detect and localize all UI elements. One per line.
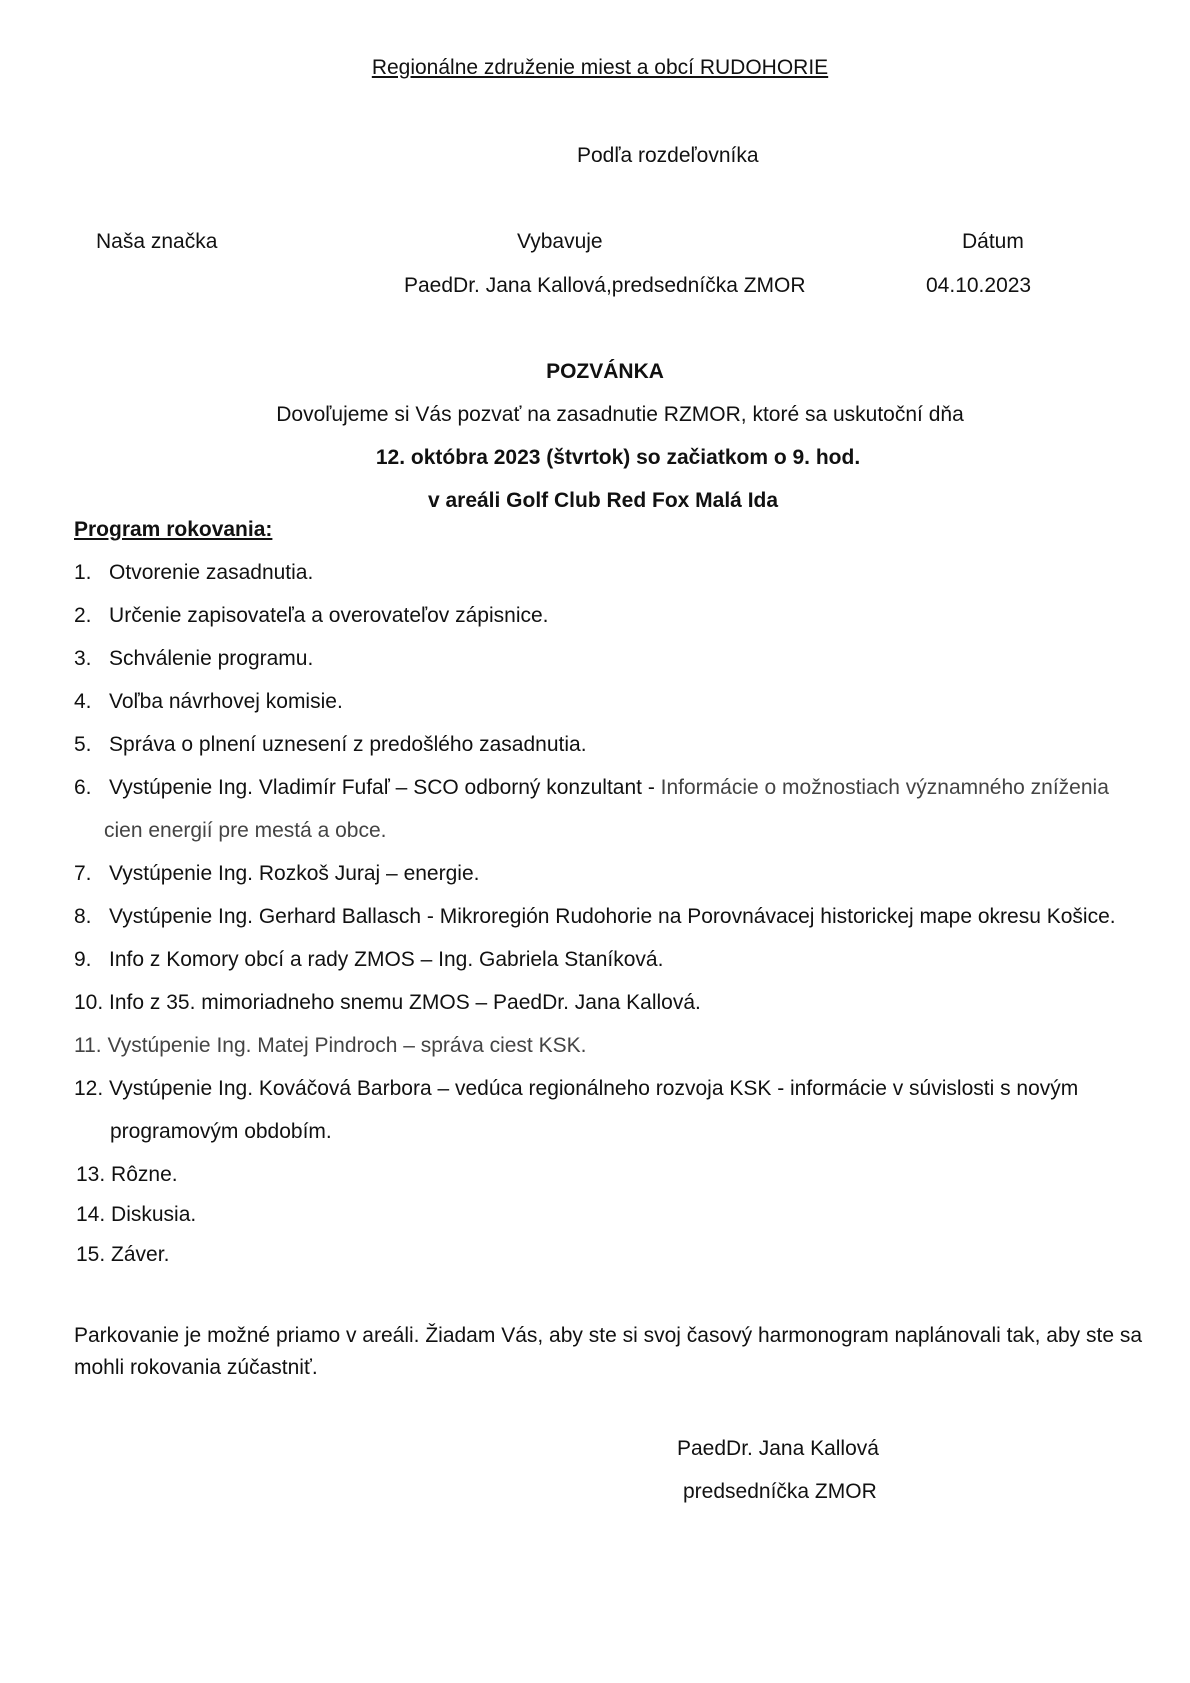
program-item: 11. Vystúpenie Ing. Matej Pindroch – správa ciest KSK.: [74, 1034, 587, 1057]
program-item: 6. Vystúpenie Ing. Vladimír Fufaľ – SCO odborný konzultant - Informácie o možnostiach významného zníženia: [74, 776, 1109, 799]
date-value: 04.10.2023: [926, 274, 1032, 297]
program-item: 4. Voľba návrhovej komisie.: [74, 690, 343, 713]
program-item: 10. Info z 35. mimoriadneho snemu ZMOS – PaedDr. Jana Kallová.: [74, 991, 701, 1014]
program-item: 9. Info z Komory obcí a rady ZMOS – Ing. Gabriela Staníková.: [74, 948, 664, 971]
invitation-intro: Dovoľujeme si Vás pozvať na zasadnutie RZMOR, ktoré sa uskutoční dňa: [276, 403, 964, 426]
program-heading: Program rokovania:: [74, 518, 273, 541]
date-label: Dátum: [962, 230, 1024, 253]
program-item: 12. Vystúpenie Ing. Kováčová Barbora – vedúca regionálneho rozvoja KSK - informácie v súvislosti s novým: [74, 1077, 1079, 1100]
signature-name: PaedDr. Jana Kallová: [677, 1437, 879, 1460]
program-item: 13. Rôzne.: [76, 1163, 178, 1186]
program-item: 8. Vystúpenie Ing. Gerhard Ballasch - Mikroregión Rudohorie na Porovnávacej historickej mape okresu Košice.: [74, 905, 1116, 928]
program-item: 15. Záver.: [76, 1243, 170, 1266]
handled-by-value: PaedDr. Jana Kallová,predsedníčka ZMOR: [404, 274, 806, 297]
program-item: 14. Diskusia.: [76, 1203, 197, 1226]
handled-by-label: Vybavuje: [517, 230, 603, 253]
signature-title: predsedníčka ZMOR: [683, 1480, 877, 1503]
program-item: 3. Schválenie programu.: [74, 647, 314, 670]
program-item-continuation: programovým obdobím.: [110, 1120, 332, 1143]
organization-name: Regionálne združenie miest a obcí RUDOHORIE: [371, 56, 829, 79]
closing-paragraph: Parkovanie je možné priamo v areáli. Žiadam Vás, aby ste si svoj časový harmonogram naplánovali tak, aby ste sa mohli rokovania zúčastniť.: [74, 1324, 1143, 1379]
program-item: 2. Určenie zapisovateľa a overovateľov zápisnice.: [74, 604, 549, 627]
program-item-continuation: cien energií pre mestá a obce.: [104, 819, 387, 842]
meeting-venue: v areáli Golf Club Red Fox Malá Ida: [427, 489, 779, 512]
invitation-title: POZVÁNKA: [546, 360, 664, 383]
program-item: 7. Vystúpenie Ing. Rozkoš Juraj – energie.: [74, 862, 480, 885]
program-item: 1. Otvorenie zasadnutia.: [74, 561, 314, 584]
our-ref-label: Naša značka: [96, 230, 218, 253]
meeting-date: 12. októbra 2023 (štvrtok) so začiatkom o 9. hod.: [375, 446, 861, 469]
program-item: 5. Správa o plnení uznesení z predošlého zasadnutia.: [74, 733, 587, 756]
recipient-line: Podľa rozdeľovníka: [577, 144, 759, 167]
